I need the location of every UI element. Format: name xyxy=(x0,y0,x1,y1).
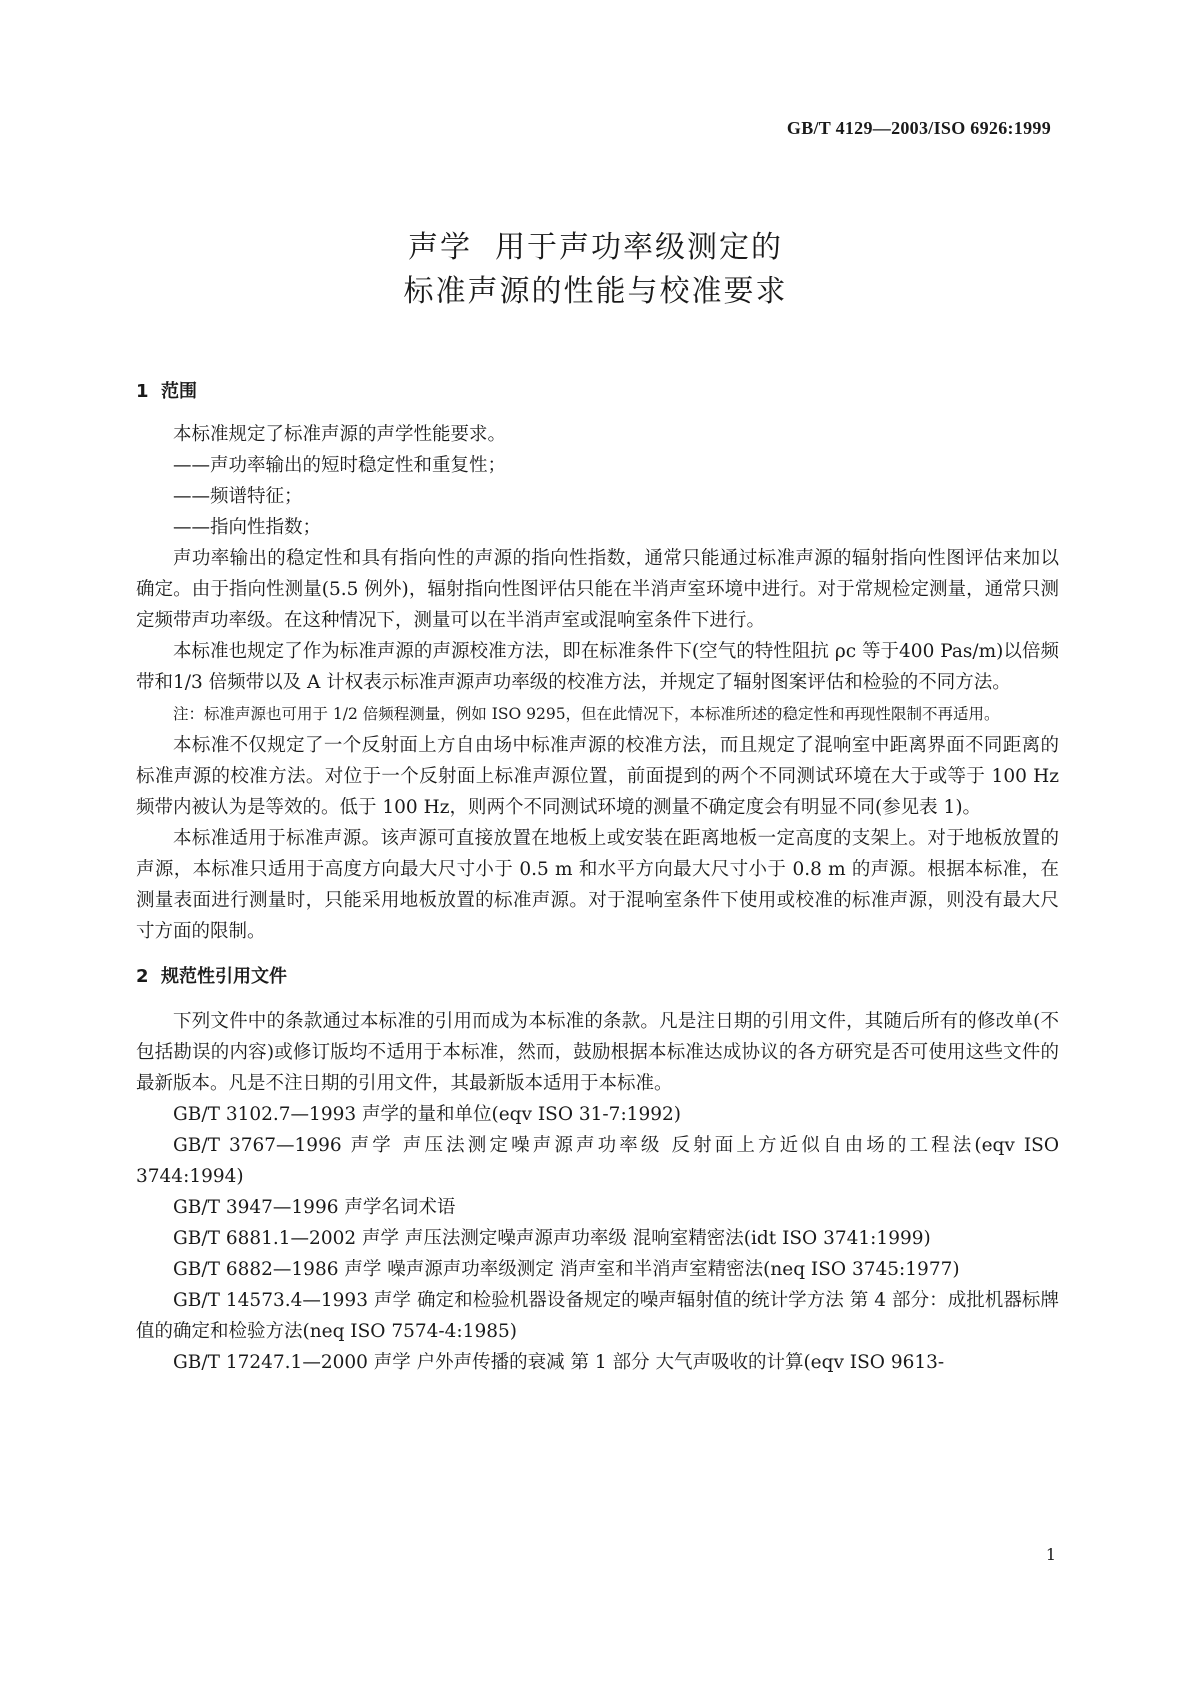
reference-item: GB/T 3767—1996 声学 声压法测定噪声源声功率级 反射面上方近似自由场的工程法(eqv ISO 3744:1994) xyxy=(136,1135,1059,1187)
section-1-paragraph: 本标准也规定了作为标准声源的声源校准方法，即在标准条件下(空气的特性阻抗 ρc 等于400 Pas/m)以倍频带和1/3 倍频带以及 A 计权表示标准声源声功率级的校准方法，并规定了辐射图案评估和检验的不同方法。 xyxy=(136,641,1059,693)
list-item: ——频谱特征； xyxy=(173,486,303,507)
reference-item: GB/T 3102.7—1993 声学的量和单位(eqv ISO 31-7:1992) xyxy=(173,1104,681,1125)
list-item: ——声功率输出的短时稳定性和重复性； xyxy=(173,455,507,476)
document-body xyxy=(136,376,1059,1378)
reference-item: GB/T 6881.1—2002 声学 声压法测定噪声源声功率级 混响室精密法(idt ISO 3741:1999) xyxy=(173,1228,931,1249)
reference-item: GB/T 14573.4—1993 声学 确定和检验机器设备规定的噪声辐射值的统计学方法 第 4 部分：成批机器标牌值的确定和检验方法(neq ISO 7574-4:1985) xyxy=(136,1290,1059,1342)
section-1-paragraph: 本标准不仅规定了一个反射面上方自由场中标准声源的校准方法，而且规定了混响室中距离界面不同距离的标准声源的校准方法。对位于一个反射面上标准声源位置，前面提到的两个不同测试环境在大于或等于 100 Hz 频带内被认为是等效的。低于 100 Hz，则两个不同测试环境的测量不确定度会有明显不同(参见表 1)。 xyxy=(136,735,1059,818)
reference-item: GB/T 17247.1—2000 声学 户外声传播的衰减 第 1 部分 大气声吸收的计算(eqv ISO 9613- xyxy=(173,1352,945,1373)
section-1-note: 注：标准声源也可用于 1/2 倍频程测量，例如 ISO 9295，但在此情况下，本标准所述的稳定性和再现性限制不再适用。 xyxy=(173,705,1000,723)
title-line-2: 标准声源的性能与校准要求 xyxy=(403,274,788,309)
reference-item: GB/T 3947—1996 声学名词术语 xyxy=(173,1197,456,1218)
reference-list xyxy=(136,1099,1059,1378)
standard-code: GB/T 4129—2003/ISO 6926:1999 xyxy=(786,118,1051,138)
title-line-1: 声学 用于声功率级测定的 xyxy=(407,230,784,265)
document-title xyxy=(0,226,1191,314)
section-1-paragraph: 本标准适用于标准声源。该声源可直接放置在地板上或安装在距离地板一定高度的支架上。对于地板放置的声源，本标准只适用于高度方向最大尺寸小于 0.5 m 和水平方向最大尺寸小于 0.8 m 的声源。根据本标准，在测量表面进行测量时，只能采用地板放置的标准声源。对于混响室条件下使用或校准的标准声源，则没有最大尺寸方面的限制。 xyxy=(136,828,1059,942)
section-2-heading: 2 规范性引用文件 xyxy=(136,966,288,987)
section-2-intro: 下列文件中的条款通过本标准的引用而成为本标准的条款。凡是注日期的引用文件，其随后所有的修改单(不包括勘误的内容)或修订版均不适用于本标准，然而，鼓励根据本标准达成协议的各方研究是否可使用这些文件的最新版本。凡是不注日期的引用文件，其最新版本适用于本标准。 xyxy=(136,1011,1059,1094)
page-number: 1 xyxy=(1045,1545,1056,1564)
section-1-heading: 1 范围 xyxy=(136,381,198,402)
list-item: ——指向性指数； xyxy=(173,517,322,538)
section-1-paragraph: 声功率输出的稳定性和具有指向性的声源的指向性指数，通常只能通过标准声源的辐射指向性图评估来加以确定。由于指向性测量(5.5 例外)，辐射指向性图评估只能在半消声室环境中进行。对于常规检定测量，通常只测定频带声功率级。在这种情况下，测量可以在半消声室或混响室条件下进行。 xyxy=(136,548,1059,631)
reference-item: GB/T 6882—1986 声学 噪声源声功率级测定 消声室和半消声室精密法(neq ISO 3745:1977) xyxy=(173,1259,960,1280)
section-1-intro: 本标准规定了标准声源的声学性能要求。 xyxy=(173,424,507,445)
